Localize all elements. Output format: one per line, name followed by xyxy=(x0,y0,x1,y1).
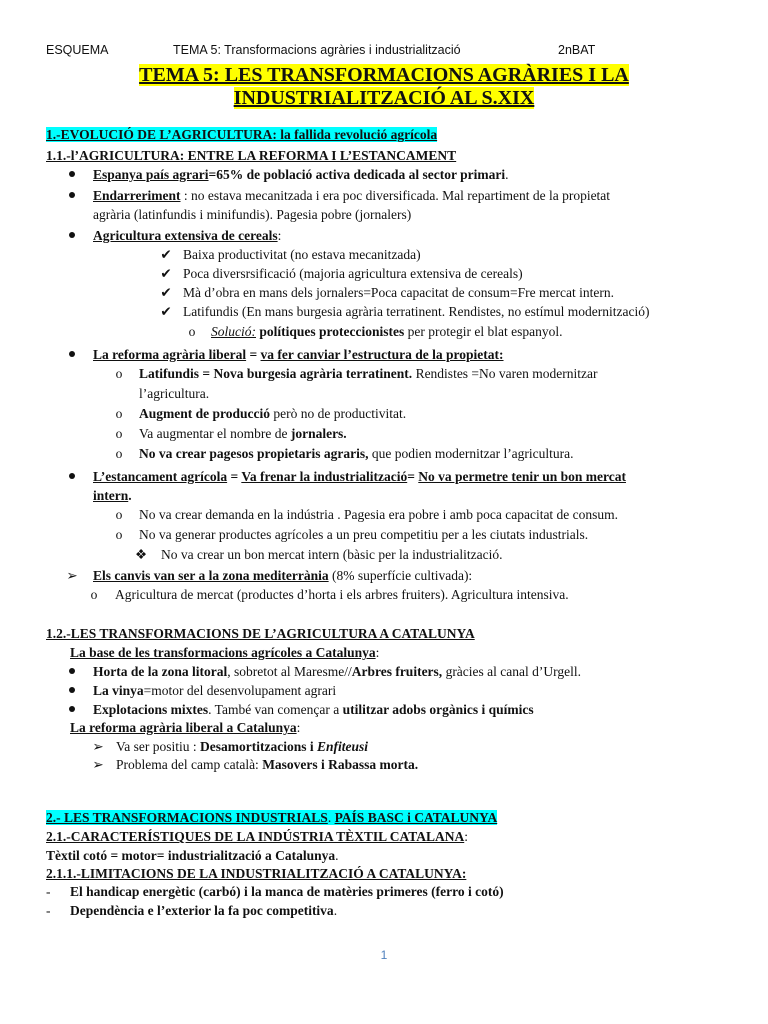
bullet-dot-icon xyxy=(64,226,80,245)
o-bullet: o xyxy=(115,426,123,441)
bullet-dot-icon xyxy=(64,700,80,719)
bullet-dot-icon xyxy=(64,186,80,205)
diamond-four-icon: ❖ xyxy=(134,547,148,562)
arrow-right-icon: ➢ xyxy=(92,757,104,772)
bullet-dot-icon xyxy=(64,681,80,700)
section1-heading: 1.-EVOLUCIÓ DE L’AGRICULTURA: la fallida revolució agrícola xyxy=(46,127,438,142)
o-item-latifundis-cont: l’agricultura. xyxy=(139,386,210,401)
check-icon: ✔ xyxy=(160,304,172,319)
section1-1-heading: 1.1.-l’AGRICULTURA: ENTRE LA REFORMA I L’ESTANCAMENT xyxy=(46,148,457,163)
arrow-right-icon: ➢ xyxy=(66,568,78,583)
textil-line: Tèxtil cotó = motor= industrialització a Catalunya. xyxy=(46,848,339,863)
list-item-endarreriment-cont: agrària (latinfundis i minifundis). Pagesia pobre (jornalers) xyxy=(93,207,412,222)
header-center: TEMA 5: Transformacions agràries i industrialització xyxy=(173,43,461,57)
base-heading: La base de les transformacions agrícoles a Catalunya: xyxy=(70,645,380,660)
bullet-dot-icon xyxy=(64,467,80,486)
page-title-line2: INDUSTRIALITZACIÓ AL S.XIX xyxy=(233,87,535,109)
o-bullet: o xyxy=(115,406,123,421)
header-right: 2nBAT xyxy=(558,43,596,57)
list-item-estancament-cont: intern. xyxy=(93,488,132,503)
o-bullet: o xyxy=(115,507,123,522)
section2-1-1-heading: 2.1.1.-LIMITACIONS DE LA INDUSTRIALITZACIÓ A CATALUNYA: xyxy=(46,866,467,881)
section2-1-heading: 2.1.-CARACTERÍSTIQUES DE LA INDÚSTRIA TÈXTIL CATALANA: xyxy=(46,829,468,844)
dash-marker: - xyxy=(46,884,51,899)
arrow-right-icon: ➢ xyxy=(92,739,104,754)
reforma-catalunya-heading: La reforma agrària liberal a Catalunya: xyxy=(70,720,301,735)
o-bullet: o xyxy=(115,527,123,542)
page-number: 1 xyxy=(380,948,388,962)
section2-heading: 2.- LES TRANSFORMACIONS INDUSTRIALS. PAÍS BASC i CATALUNYA xyxy=(46,810,498,825)
bullet-dot-icon xyxy=(64,662,80,681)
check-icon: ✔ xyxy=(160,266,172,281)
page-title-line1: TEMA 5: LES TRANSFORMACIONS AGRÀRIES I LA xyxy=(139,64,629,86)
page-header xyxy=(46,43,736,61)
check-icon: ✔ xyxy=(160,285,172,300)
o-bullet: o xyxy=(188,324,196,339)
section1-2-heading: 1.2.-LES TRANSFORMACIONS DE L’AGRICULTURA A CATALUNYA xyxy=(46,626,475,641)
header-left: ESQUEMA xyxy=(46,43,109,57)
o-bullet: o xyxy=(115,366,123,381)
check-icon: ✔ xyxy=(160,247,172,262)
o-bullet: o xyxy=(115,446,123,461)
bullet-dot-icon xyxy=(64,345,80,364)
dash-marker: - xyxy=(46,903,51,918)
bullet-dot-icon xyxy=(64,165,80,184)
o-bullet: o xyxy=(90,587,98,602)
